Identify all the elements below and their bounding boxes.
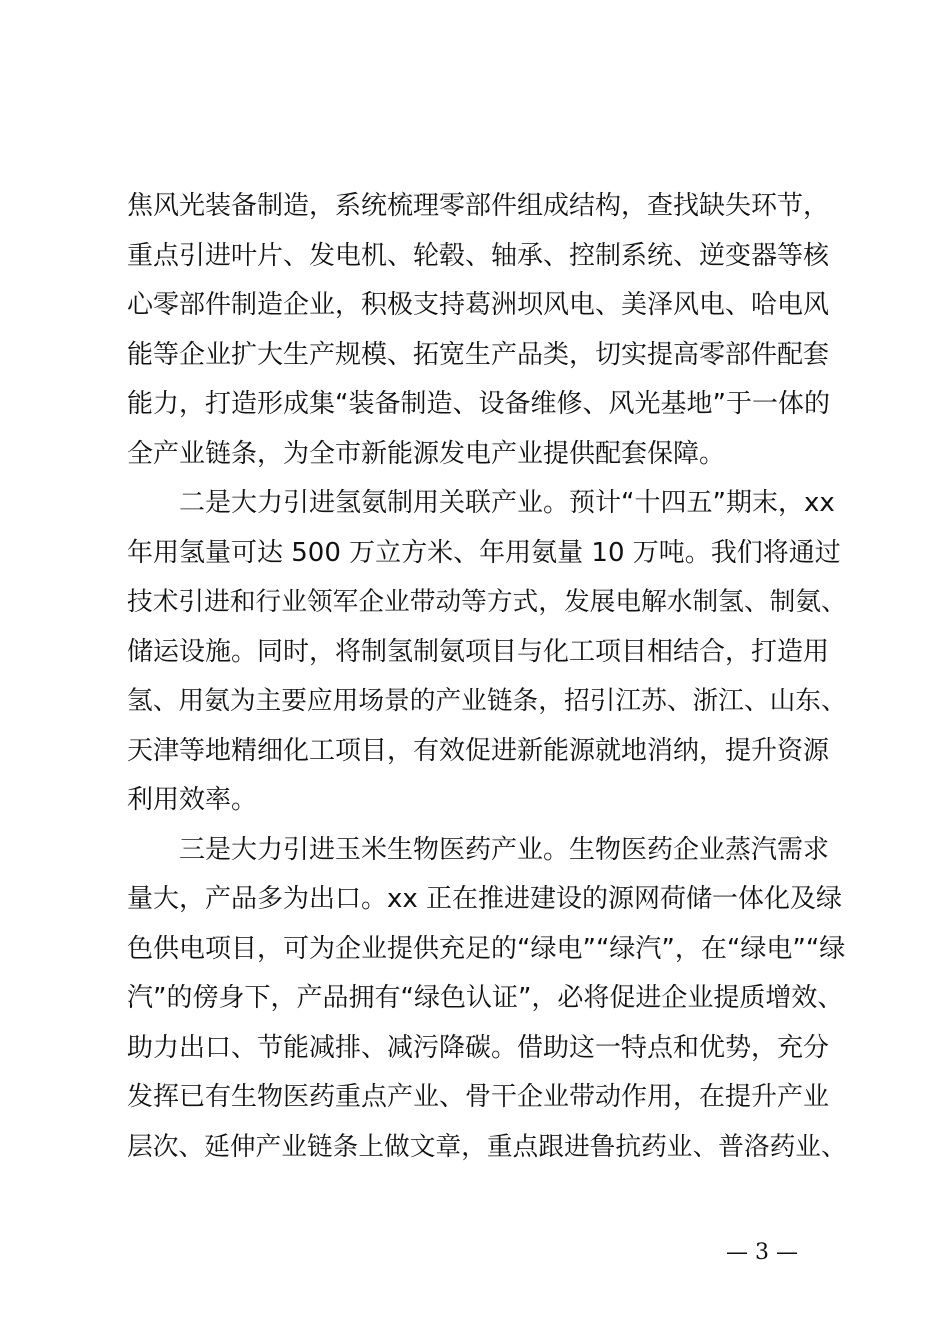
page-number: — 3 — — [726, 1240, 798, 1265]
text-line: 层次、延伸产业链条上做文章，重点跟进鲁抗药业、普洛药业、 — [127, 1131, 847, 1162]
text-line: 量大，产品多为出口。xx 正在推进建设的源网荷储一体化及绿 — [127, 884, 843, 914]
text-line: 储运设施。同时，将制氢制氨项目与化工项目相结合，打造用 — [127, 636, 830, 667]
text-line: 汽”的傍身下，产品拥有“绿色认证”，必将促进企业提质增效、 — [127, 983, 844, 1013]
text-line: 色供电项目，可为企业提供充足的“绿电”“绿汽”，在“绿电”“绿 — [127, 933, 846, 964]
text-line: 天津等地精细化工项目，有效促进新能源就地消纳，提升资源 — [127, 735, 830, 766]
text-line: 利用效率。 — [127, 785, 258, 815]
text-line: 全产业链条，为全市新能源发电产业提供配套保障。 — [127, 438, 726, 469]
text-line: 能力，打造形成集“装备制造、设备维修、风光基地”于一体的 — [127, 389, 830, 419]
text-line: 能等企业扩大生产规模、拓宽生产品类，切实提高零部件配套 — [127, 339, 830, 370]
text-line: 心零部件制造企业，积极支持葛洲坝风电、美泽风电、哈电风 — [127, 290, 830, 320]
text-line: 技术引进和行业领军企业带动等方式，发展电解水制氢、制氨、 — [127, 587, 847, 617]
text-line: 助力出口、节能减排、减污降碳。借助这一特点和优势，充分 — [127, 1032, 830, 1063]
text-line: 焦风光装备制造，系统梳理零部件组成结构，查找缺失环节， — [127, 191, 830, 221]
paragraph-start-line: 三是大力引进玉米生物医药产业。生物医药企业蒸汽需求 — [179, 834, 830, 865]
text-line: 发挥已有生物医药重点产业、骨干企业带动作用，在提升产业 — [127, 1082, 830, 1112]
text-line: 年用氢量可达 500 万立方米、年用氨量 10 万吨。我们将通过 — [127, 537, 841, 568]
paragraph-start-line: 二是大力引进氢氨制用关联产业。预计“十四五”期末，xx — [179, 488, 835, 518]
text-line: 氢、用氨为主要应用场景的产业链条，招引江苏、浙江、山东、 — [127, 686, 847, 716]
text-line: 重点引进叶片、发电机、轮毂、轴承、控制系统、逆变器等核 — [127, 240, 830, 271]
body-text — [127, 182, 847, 1172]
